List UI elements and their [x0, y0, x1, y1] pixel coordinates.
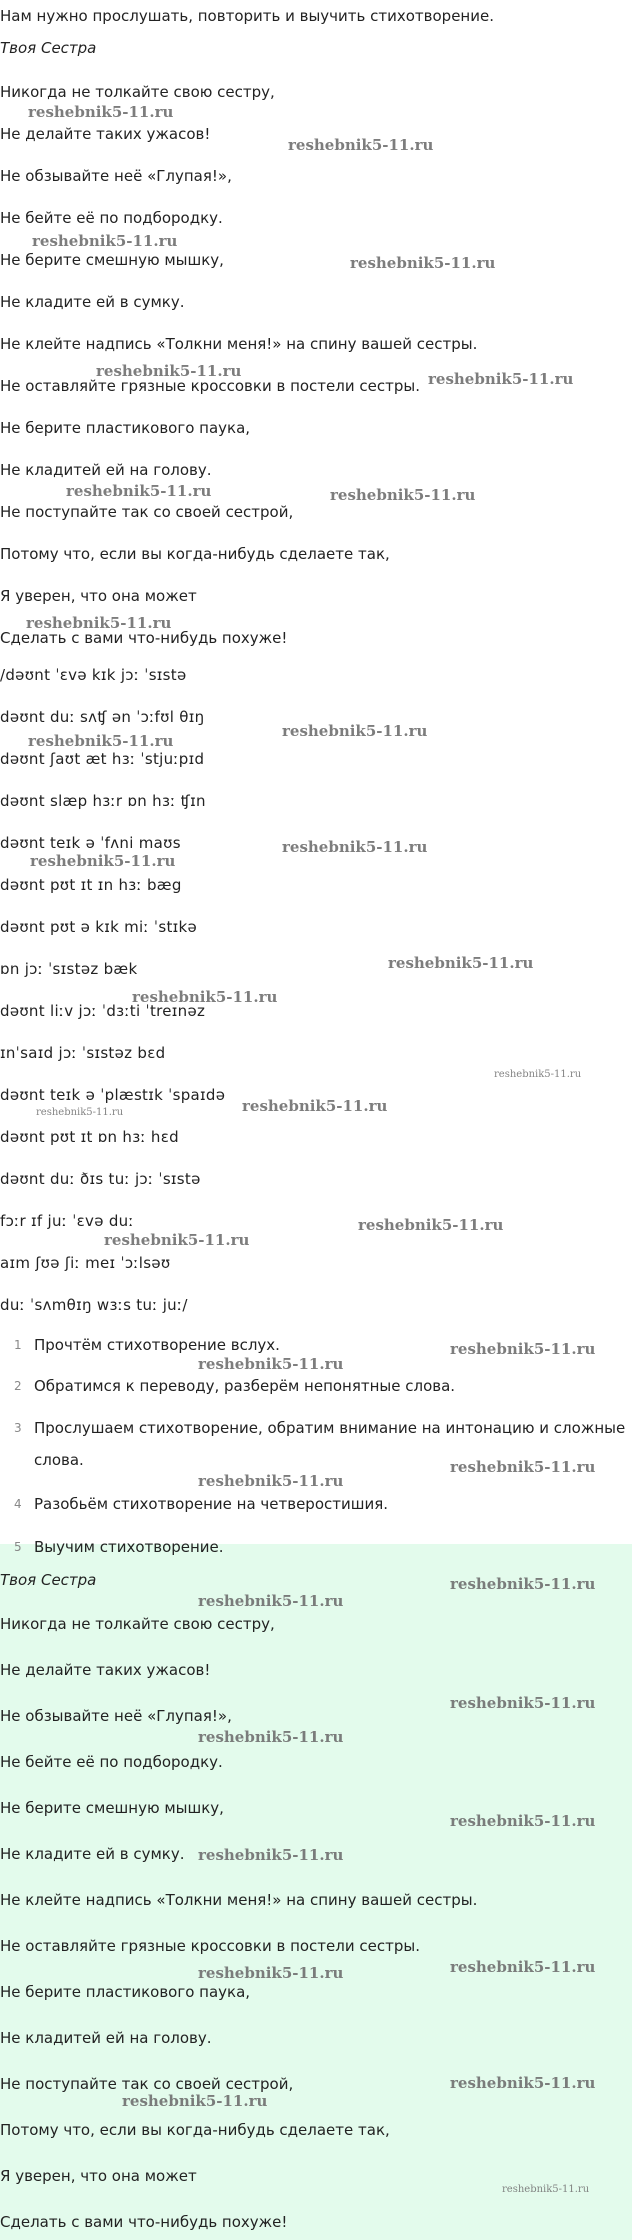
watermark: reshebnik5-11.ru [28, 732, 174, 750]
watermark: reshebnik5-11.ru [198, 1472, 344, 1490]
transcription-line: duː ˈsʌmθɪŋ wɜːs tuː juː/ [0, 1296, 188, 1314]
poem-line: Не берите смешную мышку, [0, 1799, 224, 1817]
transcription-line: dəʊnt pʊt ə kɪk miː ˈstɪkə [0, 918, 198, 936]
poem-line: Не обзывайте неё «Глупая!», [0, 167, 232, 185]
poem-line: Не берите смешную мышку, [0, 251, 224, 269]
watermark: reshebnik5-11.ru [30, 852, 176, 870]
intro-text: Нам нужно прослушать, повторить и выучить стихотворение. [0, 7, 494, 25]
watermark: reshebnik5-11.ru [198, 1728, 344, 1746]
transcription-line: dəʊnt teɪk ə ˈplæstɪk ˈspaɪdə [0, 1086, 226, 1104]
poem-line: Я уверен, что она может [0, 587, 197, 605]
watermark: reshebnik5-11.ru [96, 362, 242, 380]
poem-line: Не берите пластикового паука, [0, 1983, 251, 2001]
poem-line: Никогда не толкайте свою сестру, [0, 83, 275, 101]
poem-line: Сделать с вами что-нибудь похуже! [0, 2213, 288, 2231]
poem-line: Не делайте таких ужасов! [0, 1661, 211, 1679]
watermark: reshebnik5-11.ru [450, 2074, 596, 2092]
watermark: reshebnik5-11.ru [288, 136, 434, 154]
poem-line: Не кладитей ей на голову. [0, 2029, 212, 2047]
watermark: reshebnik5-11.ru [282, 722, 428, 740]
poem-title: Твоя Сестра [0, 39, 97, 57]
poem-line: Не оставляйте грязные кроссовки в постели сестры. [0, 1937, 420, 1955]
transcription-line: dəʊnt duː sʌʧ ən ˈɔːfʊl θɪŋ [0, 708, 205, 726]
step-number: 4 [14, 1497, 22, 1511]
poem-line: Не бейте её по подбородку. [0, 1753, 223, 1771]
poem-line: Не поступайте так со своей сестрой, [0, 503, 294, 521]
transcription-line: dəʊnt pʊt ɪt ɪn hɜː bæg [0, 876, 182, 894]
poem-title-highlight: Твоя Сестра [0, 1571, 97, 1589]
poem-line: Никогда не толкайте свою сестру, [0, 1615, 275, 1633]
watermark: reshebnik5-11.ru [198, 1964, 344, 1982]
transcription-line: /dəʊnt ˈɛvə kɪk jɔː ˈsɪstə [0, 666, 187, 684]
poem-line: Не обзывайте неё «Глупая!», [0, 1707, 232, 1725]
transcription-line: dəʊnt teɪk ə ˈfʌni maʊs [0, 834, 181, 852]
poem-line: Не поступайте так со своей сестрой, [0, 2075, 294, 2093]
watermark: reshebnik5-11.ru [104, 1231, 250, 1249]
watermark: reshebnik5-11.ru [66, 482, 212, 500]
watermark: reshebnik5-11.ru [450, 1812, 596, 1830]
transcription-line: dəʊnt slæp hɜːr ɒn hɜː ʧɪn [0, 792, 206, 810]
watermark: reshebnik5-11.ru [388, 954, 534, 972]
watermark: reshebnik5-11.ru [132, 988, 278, 1006]
poem-line: Не кладите ей в сумку. [0, 293, 185, 311]
step-text: Прочтём стихотворение вслух. [34, 1336, 280, 1354]
step-text: Прослушаем стихотворение, обратим внимание на интонацию и сложные [34, 1419, 626, 1437]
step-text: Разобьём стихотворение на четверостишия. [34, 1495, 389, 1513]
watermark: reshebnik5-11.ru [350, 254, 496, 272]
watermark: reshebnik5-11.ru [450, 1694, 596, 1712]
poem-line: Потому что, если вы когда-нибудь сделаете так, [0, 545, 390, 563]
step-text: Обратимся к переводу, разберём непонятные слова. [34, 1377, 456, 1395]
transcription-line: dəʊnt duː ðɪs tuː jɔː ˈsɪstə [0, 1170, 201, 1188]
step-number: 3 [14, 1421, 22, 1435]
watermark: reshebnik5-11.ru [198, 1592, 344, 1610]
poem-line: Потому что, если вы когда-нибудь сделаете так, [0, 2121, 390, 2139]
poem-line: Не оставляйте грязные кроссовки в постели сестры. [0, 377, 420, 395]
watermark: reshebnik5-11.ru [26, 614, 172, 632]
poem-line: Не делайте таких ужасов! [0, 125, 211, 143]
poem-line: Сделать с вами что-нибудь похуже! [0, 629, 288, 647]
step-text-continued: слова. [34, 1451, 84, 1469]
transcription-line: ɒn jɔː ˈsɪstəz bæk [0, 960, 138, 978]
poem-line: Не берите пластикового паука, [0, 419, 251, 437]
watermark: reshebnik5-11.ru [450, 1958, 596, 1976]
step-text: Выучим стихотворение. [34, 1538, 224, 1556]
watermark: reshebnik5-11.ru [36, 1107, 124, 1118]
watermark: reshebnik5-11.ru [450, 1575, 596, 1593]
watermark: reshebnik5-11.ru [502, 2184, 590, 2195]
watermark: reshebnik5-11.ru [330, 486, 476, 504]
transcription-line: dəʊnt liːv jɔː ˈdɜːti ˈtreɪnəz [0, 1002, 206, 1020]
transcription-line: ɪnˈsaɪd jɔː ˈsɪstəz bɛd [0, 1044, 166, 1062]
watermark: reshebnik5-11.ru [494, 1069, 582, 1080]
watermark: reshebnik5-11.ru [28, 103, 174, 121]
poem-line: Не кладитей ей на голову. [0, 461, 212, 479]
watermark: reshebnik5-11.ru [198, 1846, 344, 1864]
watermark: reshebnik5-11.ru [282, 838, 428, 856]
transcription-line: dəʊnt pʊt ɪt ɒn hɜː hɛd [0, 1128, 179, 1146]
step-number: 5 [14, 1540, 22, 1554]
watermark: reshebnik5-11.ru [242, 1097, 388, 1115]
watermark: reshebnik5-11.ru [450, 1340, 596, 1358]
step-number: 1 [14, 1338, 22, 1352]
watermark: reshebnik5-11.ru [32, 232, 178, 250]
poem-line: Не клейте надпись «Толкни меня!» на спину вашей сестры. [0, 335, 478, 353]
poem-line: Не кладите ей в сумку. [0, 1845, 185, 1863]
poem-line: Не бейте её по подбородку. [0, 209, 223, 227]
transcription-line: dəʊnt ʃaʊt æt hɜː ˈstjuːpɪd [0, 750, 205, 768]
watermark: reshebnik5-11.ru [122, 2092, 268, 2110]
transcription-line: aɪm ʃʊə ʃiː meɪ ˈɔːlsəʊ [0, 1254, 171, 1272]
poem-line: Я уверен, что она может [0, 2167, 197, 2185]
watermark: reshebnik5-11.ru [358, 1216, 504, 1234]
watermark: reshebnik5-11.ru [450, 1458, 596, 1476]
watermark: reshebnik5-11.ru [428, 370, 574, 388]
step-number: 2 [14, 1379, 22, 1393]
transcription-line: fɔːr ɪf juː ˈɛvə duː [0, 1212, 134, 1230]
poem-line: Не клейте надпись «Толкни меня!» на спину вашей сестры. [0, 1891, 478, 1909]
watermark: reshebnik5-11.ru [198, 1355, 344, 1373]
